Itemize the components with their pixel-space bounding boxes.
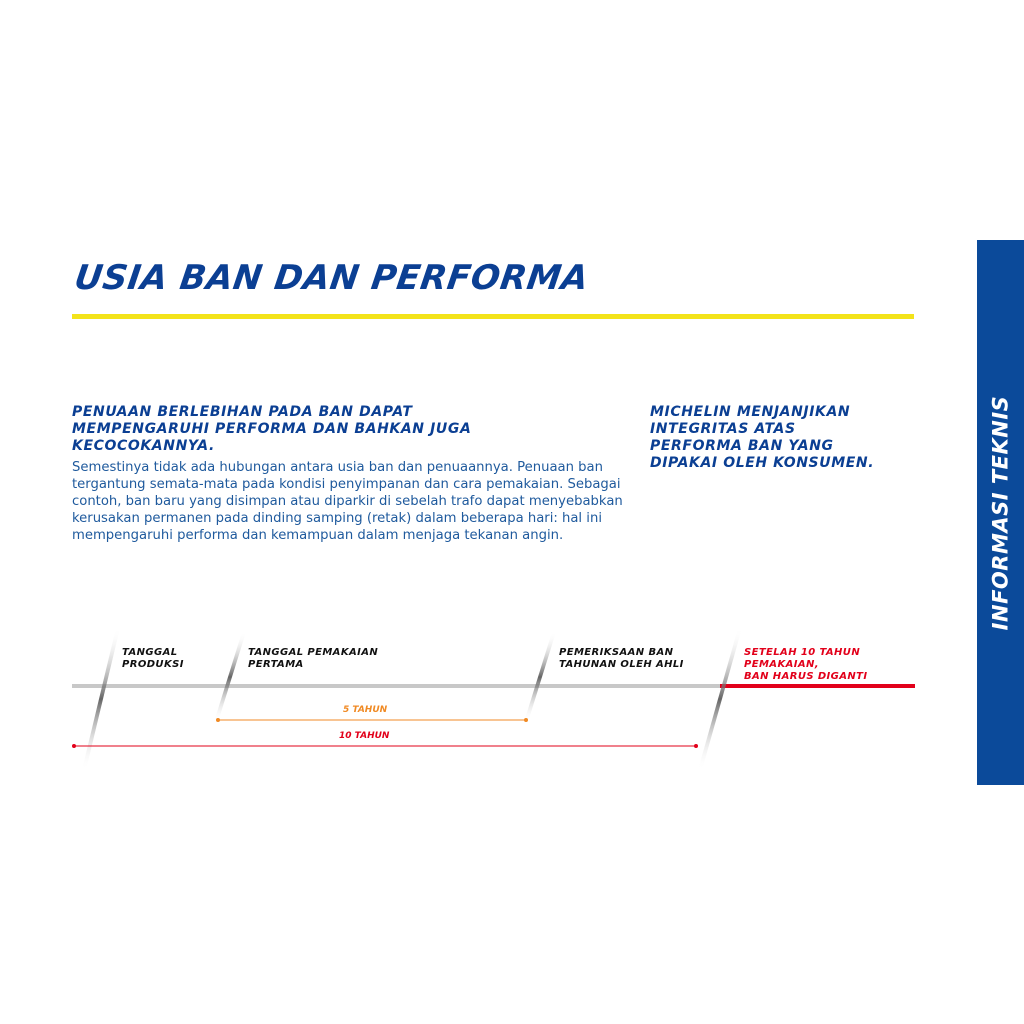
milestone-label: TAHUNAN OLEH AHLI (559, 659, 684, 670)
milestone-divider-first-use (214, 632, 246, 722)
body-line: kerusakan permanen pada dinding samping (retak) dalam beberapa hari: hal ini (72, 511, 602, 526)
milestone-label: TANGGAL (122, 647, 178, 658)
right-heading-line: PERFORMA BAN YANG (650, 438, 834, 454)
milestone-divider-annual-check (524, 632, 556, 722)
right-heading-line: MICHELIN MENJANJIKAN (650, 404, 851, 420)
milestone-divider-production (82, 628, 120, 770)
body-line: mempengaruhi performa dan kemampuan dalam menjaga tekanan angin. (72, 528, 564, 543)
milestone-label: PERTAMA (248, 659, 304, 670)
page-title: USIA BAN DAN PERFORMA (72, 258, 592, 298)
milestone-label: PRODUKSI (122, 659, 184, 670)
left-heading-line: MEMPENGARUHI PERFORMA DAN BAHKAN JUGA (72, 421, 472, 437)
left-heading-line: PENUAAN BERLEBIHAN PADA BAN DAPAT (72, 404, 413, 420)
right-heading-line: INTEGRITAS ATAS (650, 421, 796, 437)
body-line: Semestinya tidak ada hubungan antara usia ban dan penuaannya. Penuaan ban (72, 460, 603, 475)
milestone-production (122, 647, 184, 671)
milestone-label: BAN HARUS DIGANTI (744, 671, 868, 682)
range-10-start-marker (72, 744, 76, 748)
body-line: tergantung semata-mata pada kondisi penyimpanan dan cara pemakaian. Sebagai (72, 477, 621, 492)
milestone-label: PEMERIKSAAN BAN (559, 647, 674, 658)
milestone-divider-ten-years (698, 628, 742, 770)
milestone-annual-check (559, 647, 684, 671)
milestone-label: PEMAKAIAN, (744, 659, 819, 670)
range-10-end-marker (694, 744, 698, 748)
right-heading-line: DIPAKAI OLEH KONSUMEN. (650, 455, 875, 471)
range-5-years-label: 5 TAHUN (343, 705, 388, 715)
side-tab-label-wrap (977, 240, 1024, 785)
body-line: contoh, ban baru yang disimpan atau diparkir di sebelah trafo dapat menyebabkan (72, 494, 623, 509)
milestone-label: TANGGAL PEMAKAIAN (248, 647, 379, 658)
milestone-label: SETELAH 10 TAHUN (744, 647, 861, 658)
milestone-replace-after-10-years (744, 647, 868, 683)
left-heading-line: KECOCOKANNYA. (72, 438, 215, 454)
range-10-years-label: 10 TAHUN (339, 731, 390, 741)
side-tab-label: INFORMASI TEKNIS (988, 395, 1013, 630)
range-5-start-marker (216, 718, 220, 722)
range-5-end-marker (524, 718, 528, 722)
milestone-first-use (248, 647, 378, 671)
